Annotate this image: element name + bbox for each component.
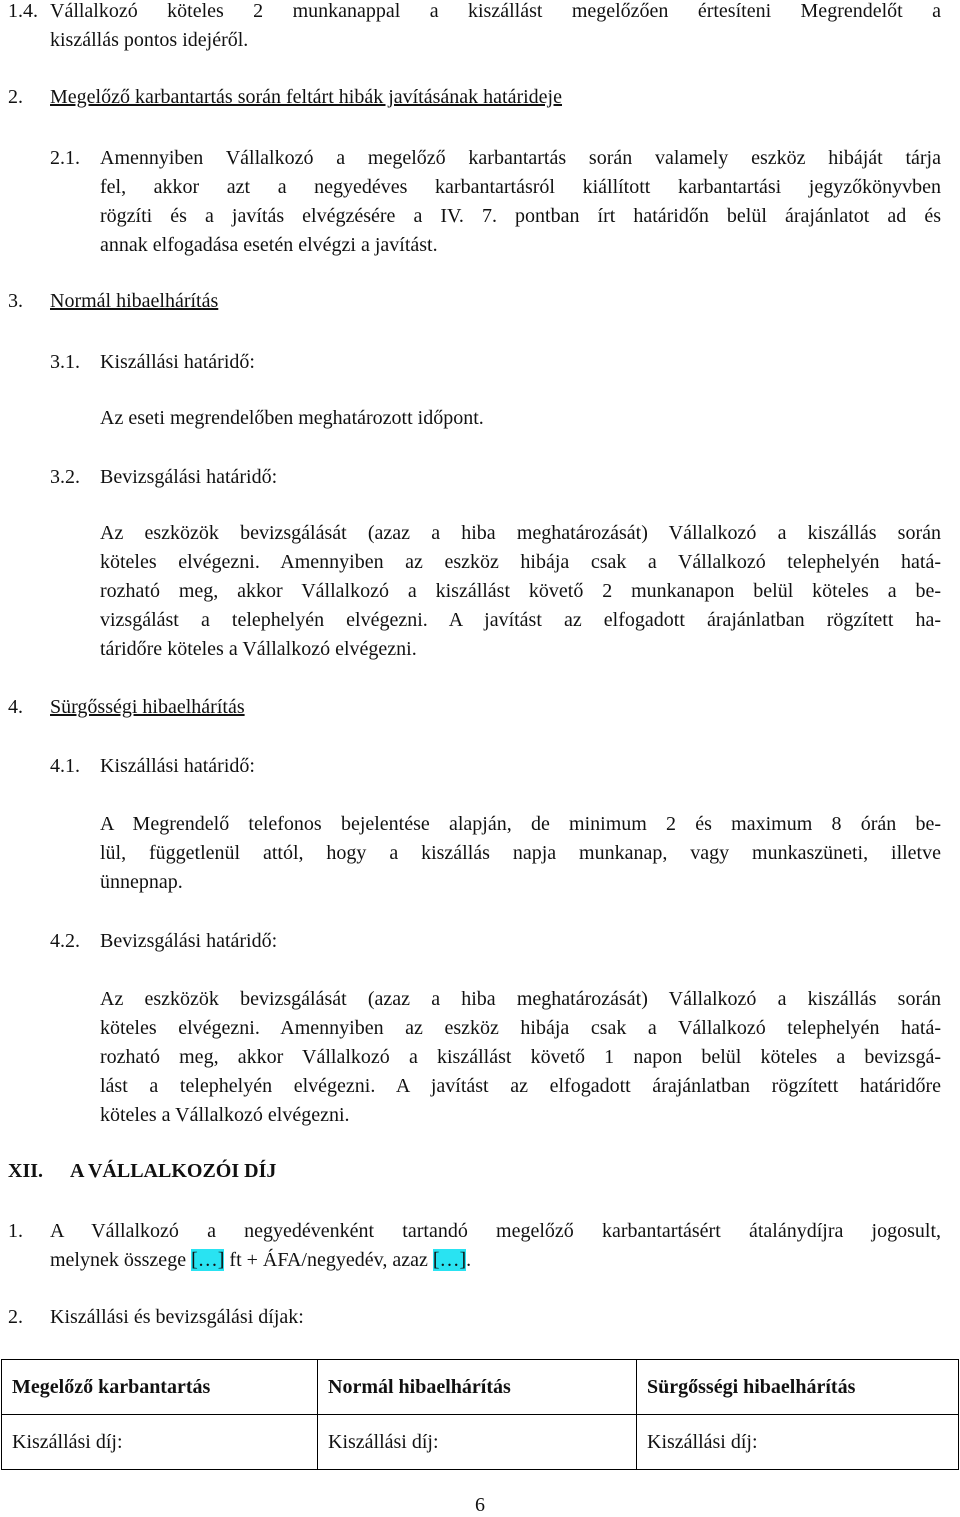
text-line: vizsgálást a telephelyén elvégezni. A javítást az elfogadott árajánlatban rögzített ha- bbox=[100, 609, 941, 631]
text-line: rögzíti és a javítás elvégzésére a IV. 7. pontban írt határidőn belül árajánlatot ad és bbox=[100, 205, 941, 227]
text-line: rozható meg, akkor Vállalkozó a kiszállást követő 2 munkanapon belül köteles a be- bbox=[100, 580, 941, 602]
table-row bbox=[2, 1415, 959, 1470]
table-cell: Kiszállási díj: bbox=[2, 1415, 318, 1470]
section-2-1-number: 2.1. bbox=[50, 147, 80, 169]
chapter-xii-title: A VÁLLALKOZÓI DÍJ bbox=[70, 1160, 277, 1182]
text-line: Az eszközök bevizsgálását (azaz a hiba meghatározását) Vállalkozó a kiszállás során bbox=[100, 988, 941, 1010]
text-line: Az eszközök bevizsgálását (azaz a hiba meghatározását) Vállalkozó a kiszállás során bbox=[100, 522, 941, 544]
text-line: lást a telephelyén elvégezni. A javítást az elfogadott árajánlatban rögzített határidőre bbox=[100, 1075, 941, 1097]
table-cell: Kiszállási díj: bbox=[637, 1415, 959, 1470]
text-line: táridőre köteles a Vállalkozó elvégezni. bbox=[100, 638, 417, 660]
text-line: köteles elvégezni. Amennyiben az eszköz hibája csak a Vállalkozó telephelyén hatá- bbox=[100, 1017, 941, 1039]
section-2-heading: Megelőző karbantartás során feltárt hibák javításának határideje bbox=[50, 86, 562, 108]
section-4-2-text bbox=[100, 985, 941, 1130]
section-3-number: 3. bbox=[8, 290, 23, 312]
section-4-number: 4. bbox=[8, 696, 23, 718]
fees-table bbox=[1, 1359, 959, 1470]
text-line: Vállalkozó köteles 2 munkanappal a kiszállást megelőzően értesíteni Megrendelőt a bbox=[50, 0, 941, 22]
section-3-2-title: Bevizsgálási határidő: bbox=[100, 466, 278, 488]
section-3-1-title: Kiszállási határidő: bbox=[100, 351, 255, 373]
fee-item-1-number: 1. bbox=[8, 1220, 23, 1242]
section-2-number: 2. bbox=[8, 86, 23, 108]
fee-item-2-number: 2. bbox=[8, 1306, 23, 1328]
text-line: rozható meg, akkor Vállalkozó a kiszállást követő 1 napon belül köteles a bevizsgá- bbox=[100, 1046, 941, 1068]
section-3-heading: Normál hibaelhárítás bbox=[50, 290, 219, 312]
section-3-1-number: 3.1. bbox=[50, 351, 80, 373]
section-1-4-text bbox=[50, 0, 941, 55]
section-4-heading: Sürgősségi hibaelhárítás bbox=[50, 696, 245, 718]
amount-placeholder-highlight: […] bbox=[191, 1249, 225, 1271]
section-4-1-number: 4.1. bbox=[50, 755, 80, 777]
table-header-cell: Megelőző karbantartás bbox=[2, 1360, 318, 1415]
text-line: A Vállalkozó a negyedévenként tartandó megelőző karbantartásért átalánydíjra jogosult, bbox=[50, 1220, 941, 1242]
chapter-xii-number: XII. bbox=[8, 1160, 44, 1182]
text-line: Amennyiben Vállalkozó a megelőző karbantartás során valamely eszköz hibáját tárja bbox=[100, 147, 941, 169]
text-line: fel, akkor azt a negyedéves karbantartásról kiállított karbantartási jegyzőkönyvben bbox=[100, 176, 941, 198]
fee-item-2-title: Kiszállási és bevizsgálási díjak: bbox=[50, 1306, 304, 1328]
section-3-1-text: Az eseti megrendelőben meghatározott időpont. bbox=[100, 407, 484, 429]
text-line: annak elfogadása esetén elvégzi a javítást. bbox=[100, 234, 438, 256]
table-header-cell: Normál hibaelhárítás bbox=[318, 1360, 637, 1415]
table-header-cell: Sürgősségi hibaelhárítás bbox=[637, 1360, 959, 1415]
table-cell: Kiszállási díj: bbox=[318, 1415, 637, 1470]
section-1-4-number: 1.4. bbox=[8, 0, 38, 22]
text-fragment: melynek összege bbox=[50, 1249, 192, 1271]
fee-item-1-text bbox=[50, 1217, 941, 1275]
text-line: kiszállás pontos idejéről. bbox=[50, 29, 249, 51]
section-3-2-text bbox=[100, 519, 941, 664]
text-line: A Megrendelő telefonos bejelentése alapján, de minimum 2 és maximum 8 órán be- bbox=[100, 813, 941, 835]
text-line: köteles a Vállalkozó elvégezni. bbox=[100, 1104, 350, 1126]
page-number: 6 bbox=[475, 1494, 485, 1516]
table-header-row bbox=[2, 1360, 959, 1415]
text-fragment: . bbox=[466, 1249, 472, 1271]
amount-words-placeholder-highlight: […] bbox=[432, 1249, 467, 1271]
text-fragment: ft + ÁFA/negyedév, azaz bbox=[224, 1249, 433, 1271]
text-line: ünnepnap. bbox=[100, 871, 183, 893]
section-4-2-title: Bevizsgálási határidő: bbox=[100, 930, 278, 952]
section-4-2-number: 4.2. bbox=[50, 930, 80, 952]
section-2-1-text bbox=[100, 144, 941, 260]
section-3-2-number: 3.2. bbox=[50, 466, 80, 488]
text-line bbox=[50, 1246, 941, 1275]
text-line: lül, függetlenül attól, hogy a kiszállás napja munkanap, vagy munkaszüneti, illetve bbox=[100, 842, 941, 864]
section-4-1-text bbox=[100, 810, 941, 897]
section-4-1-title: Kiszállási határidő: bbox=[100, 755, 255, 777]
text-line: köteles elvégezni. Amennyiben az eszköz hibája csak a Vállalkozó telephelyén hatá- bbox=[100, 551, 941, 573]
